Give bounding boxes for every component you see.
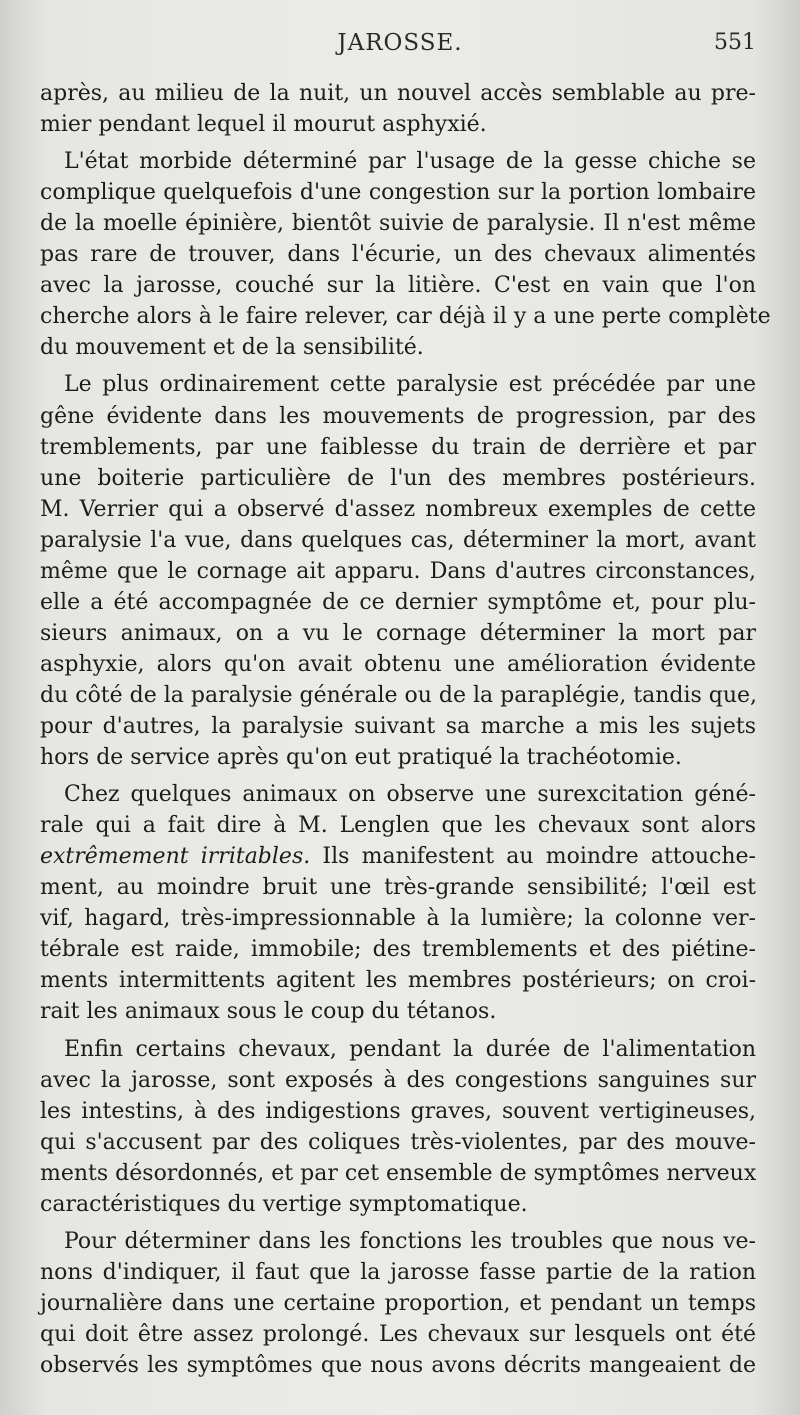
text-line: Pour déterminer dans les fonctions les troubles que nous ve- bbox=[64, 1228, 756, 1254]
text-after-italic: Ils manifestent au moindre attouche- bbox=[310, 844, 756, 870]
text-line: du côté de la paralysie générale ou de la paraplégie, tandis que, bbox=[40, 682, 758, 708]
text-line: qui s'accusent par des coliques très-violentes, par des mouve- bbox=[40, 1129, 756, 1155]
text-line: rale qui a fait dire à M. Lenglen que les chevaux sont alors bbox=[40, 813, 756, 839]
text-line: du mouvement et de la sensibilité. bbox=[40, 335, 424, 361]
text-line: avec la jarosse, sont exposés à des congestions sanguines sur bbox=[40, 1067, 756, 1093]
text-line: de la moelle épinière, bientôt suivie de paralysie. Il n'est même bbox=[40, 211, 756, 237]
text-line: rait les animaux sous le coup du tétanos. bbox=[40, 999, 497, 1025]
text-line: pas rare de trouver, dans l'écurie, un des chevaux alimentés bbox=[40, 242, 756, 268]
text-line: L'état morbide déterminé par l'usage de la gesse chiche se bbox=[64, 149, 756, 175]
text-line: gêne évidente dans les mouvements de progression, par des bbox=[40, 403, 756, 429]
text-line: qui doit être assez prolongé. Les chevaux sur lesquels ont été bbox=[40, 1321, 756, 1347]
running-title: JAROSSE. bbox=[337, 30, 463, 56]
text-line: après, au milieu de la nuit, un nouvel accès semblable au pre- bbox=[40, 81, 756, 106]
text-line bbox=[40, 841, 756, 872]
text-line: ment, au moindre bruit une très-grande sensibilité; l'œil est bbox=[40, 875, 756, 901]
text-line: avec la jarosse, couché sur la litière. C'est en vain que l'on bbox=[40, 273, 756, 299]
text-line: vif, hagard, très-impressionnable à la lumière; la colonne ver- bbox=[40, 906, 756, 932]
text-line: paralysie l'a vue, dans quelques cas, déterminer la mort, avant bbox=[40, 527, 756, 553]
text-line: complique quelquefois d'une congestion sur la portion lombaire bbox=[40, 180, 756, 206]
text-line: observés les symptômes que nous avons décrits mangeaient de bbox=[40, 1353, 756, 1378]
text-line: journalière dans une certaine proportion, et pendant un temps bbox=[40, 1290, 756, 1316]
text-line: nons d'indiquer, il faut que la jarosse fasse partie de la ration bbox=[40, 1259, 756, 1285]
text-line: ments désordonnés, et par cet ensemble de symptômes nerveux bbox=[40, 1160, 757, 1186]
text-line: caractéristiques du vertige symptomatique. bbox=[40, 1191, 528, 1217]
text-line: M. Verrier qui a observé d'assez nombreux exemples de cette bbox=[40, 496, 756, 522]
italic-phrase: extrêmement irritables. bbox=[40, 844, 311, 870]
text-line: cherche alors à le faire relever, car déjà il y a une perte complète bbox=[40, 304, 771, 330]
text-line: ments intermittents agitent les membres postérieurs; on croi- bbox=[40, 968, 756, 994]
text-line: Le plus ordinairement cette paralysie est précédée par une bbox=[64, 372, 756, 398]
text-line: sieurs animaux, on a vu le cornage déterminer la mort par bbox=[40, 620, 756, 646]
text-line: Chez quelques animaux on observe une surexcitation géné- bbox=[64, 782, 756, 808]
text-line: pour d'autres, la paralysie suivant sa marche a mis les sujets bbox=[40, 714, 756, 739]
text-line: hors de service après qu'on eut pratiqué la trachéotomie. bbox=[40, 745, 682, 771]
page-header bbox=[0, 30, 800, 64]
text-line: tébrale est raide, immobile; des tremblements et des piétine- bbox=[40, 937, 756, 963]
text-line: elle a été accompagnée de ce dernier symptôme et, pour plu- bbox=[40, 589, 756, 615]
text-line: mier pendant lequel il mourut asphyxié. bbox=[40, 112, 487, 138]
text-line: asphyxie, alors qu'on avait obtenu une amélioration évidente bbox=[40, 651, 756, 677]
text-line: même que le cornage ait apparu. Dans d'autres circonstances, bbox=[40, 558, 756, 584]
text-line: les intestins, à des indigestions graves, souvent vertigineuses, bbox=[40, 1098, 756, 1124]
text-line: Enfin certains chevaux, pendant la durée de l'alimentation bbox=[64, 1036, 756, 1062]
text-line: tremblements, par une faiblesse du train de derrière et par bbox=[40, 434, 756, 460]
text-line: une boiterie particulière de l'un des membres postérieurs. bbox=[40, 465, 756, 491]
page-number: 551 bbox=[714, 30, 756, 55]
